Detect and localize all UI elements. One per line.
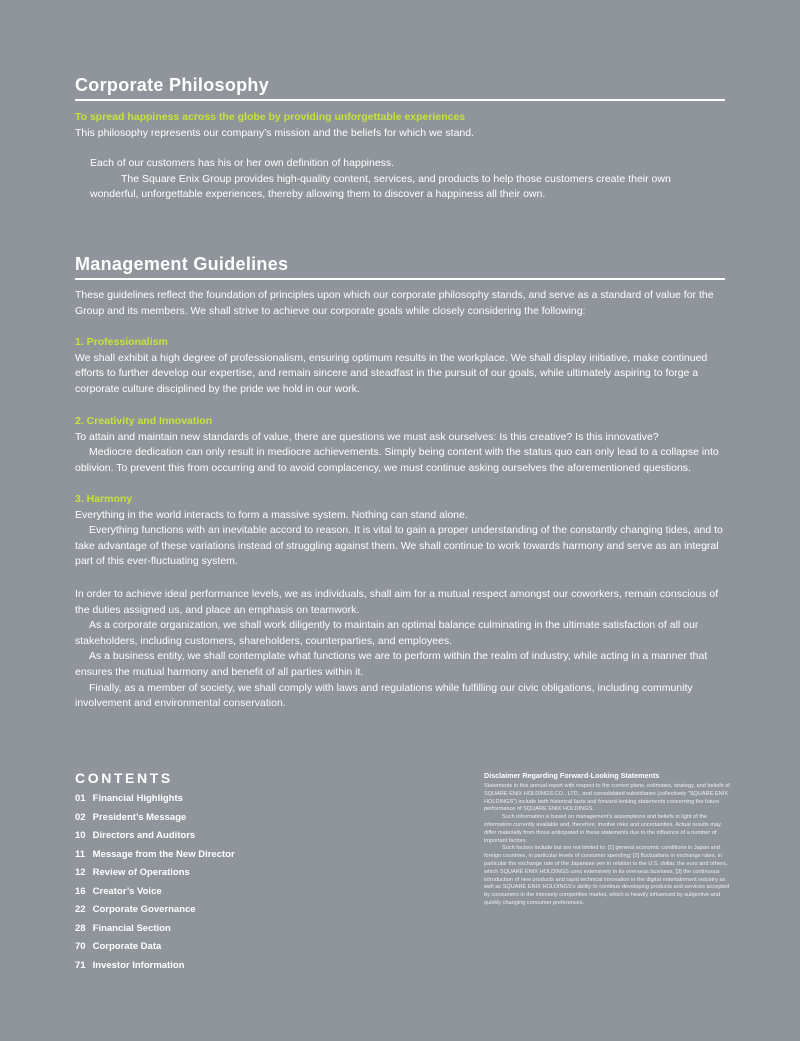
contents-label: Creator’s Voice <box>92 885 162 897</box>
guideline-paragraph: Mediocre dedication can only result in mediocre achievements. Simply being content with the status quo can only lead to a collapse into oblivion. To prevent this from occurring and to avoid complacency, we must continue asking ourselves the aforementioned questions. <box>75 446 719 474</box>
contents-item[interactable] <box>75 886 235 905</box>
contents-page-number: 28 <box>75 922 86 934</box>
guideline-harmony <box>75 492 725 570</box>
contents-label: President’s Message <box>92 811 187 823</box>
disclaimer-title: Disclaimer Regarding Forward-Looking Statements <box>484 771 660 780</box>
guideline-paragraph: We shall exhibit a high degree of professionalism, ensuring optimum results in the workplace. We shall display initiative, make continued efforts to further develop our expertise, and remain sincere and steadfast in the pursuit of our goals, while ultimately aspiring to forge a corporate culture disciplined by the pride we hold in our work. <box>75 351 708 395</box>
contents-page-number: 01 <box>75 793 86 804</box>
contents-page-number: 70 <box>75 941 86 952</box>
contents-item[interactable] <box>75 923 235 942</box>
guideline-paragraph: To attain and maintain new standards of value, there are questions we must ask ourselves: Is this creative? Is this innovative? <box>75 430 659 443</box>
philosophy-quote-line-2: The Square Enix Group provides high-quality content, services, and products to help those customers create their own <box>121 172 671 185</box>
contents-title: CONTENTS <box>75 770 173 786</box>
contents-item[interactable] <box>75 830 235 849</box>
disclaimer-paragraph: Such information is based on management’s assumptions and beliefs in light of the information currently available and, therefore, involve risks and uncertainties. Actual results may differ materially from those anticipated in these statements due to the influence of a number of important factors. <box>484 814 721 844</box>
philosophy-tagline: To spread happiness across the globe by providing unforgettable experiences <box>75 111 466 123</box>
contents-page-number: 11 <box>75 848 86 860</box>
contents-label: Corporate Data <box>92 941 162 952</box>
closing-paragraph: As a business entity, we shall contemplate what functions we are to perform within the realm of industry, while acting in a manner that ensures the mutual harmony and benefit of all parties within it. <box>75 650 708 678</box>
contents-item[interactable] <box>75 941 235 960</box>
contents-label: Review of Operations <box>92 867 190 878</box>
management-guidelines-heading: Management Guidelines <box>75 254 725 280</box>
contents-item[interactable] <box>75 867 235 886</box>
contents-page-number: 12 <box>75 867 86 878</box>
guideline-paragraph: Everything in the world interacts to form a massive system. Nothing can stand alone. <box>75 508 468 521</box>
contents-item[interactable] <box>75 849 235 868</box>
contents-item[interactable] <box>75 904 235 923</box>
contents-page-number: 10 <box>75 830 86 841</box>
corporate-philosophy-heading: Corporate Philosophy <box>75 75 725 101</box>
contents-item[interactable] <box>75 793 235 812</box>
contents-page-number: 71 <box>75 959 86 971</box>
philosophy-block <box>75 110 725 141</box>
contents-label: Corporate Governance <box>92 904 196 915</box>
contents-page-number: 16 <box>75 885 86 897</box>
disclaimer-body <box>484 783 734 908</box>
philosophy-quote-line-3: wonderful, unforgettable experiences, thereby allowing them to discover a happiness all their own. <box>90 188 546 201</box>
contents-label: Message from the New Director <box>92 848 235 860</box>
contents-label: Financial Highlights <box>92 793 183 804</box>
disclaimer-paragraph: Such factors include but are not limited to: [1] general economic conditions in Japan and foreign countries, in particular levels of consumer spending; [2] fluctuations in exchange rates, in particular the exchange rate of the Japanese yen in relation to the U.S. dollar, the euro and others, which SQUARE ENIX HOLDINGS uses extensively in its overseas business; [3] the continuous introduction of new products and rapid technical innovation in the digital entertainment industry as well as SQUARE ENIX HOLDINGS’s ability to continue developing products and services accepted by consumers in the intensely competitive market, which is heavily influenced by subjective and quickly changing consumer preferences. <box>484 845 730 906</box>
guideline-title: 3. Harmony <box>75 493 133 505</box>
contents-label: Investor Information <box>92 959 185 971</box>
disclaimer-paragraph: Statements in this annual report with respect to the current plans, estimates, strategy, and beliefs of SQUARE ENIX HOLDINGS CO., LTD., and consolidated subsidiaries (collectively “SQUARE ENIX HOLDINGS”) include both historical facts and forward-looking statements concerning the future performance of SQUARE ENIX HOLDINGS. <box>484 783 730 813</box>
guidelines-intro: These guidelines reflect the foundation of principles upon which our corporate philosophy stands, and serve as a standard of value for the Group and its members. We shall strive to achieve our corporate goals while closely considering the following: <box>75 289 714 317</box>
philosophy-quote <box>90 156 730 203</box>
guideline-title: 1. Professionalism <box>75 336 168 348</box>
contents-item[interactable] <box>75 960 235 979</box>
contents-item[interactable] <box>75 812 235 831</box>
contents-page-number: 02 <box>75 811 86 823</box>
guideline-title: 2. Creativity and Innovation <box>75 415 213 427</box>
contents-page-number: 22 <box>75 904 86 915</box>
closing-paragraph: In order to achieve ideal performance levels, we as individuals, shall aim for a mutual respect amongst our coworkers, remain conscious of the duties assigned us, and place an emphasis on teamwork. <box>75 588 719 616</box>
philosophy-quote-line-1: Each of our customers has his or her own definition of happiness. <box>90 157 395 169</box>
guidelines-closing <box>75 587 725 712</box>
contents-label: Financial Section <box>92 922 171 934</box>
philosophy-intro: This philosophy represents our company’s mission and the beliefs for which we stand. <box>75 126 475 139</box>
guideline-paragraph: Everything functions with an inevitable accord to reason. It is vital to gain a proper understanding of the constantly changing tides, and to take advantage of these variations instead of struggling against them. We shall continue to work towards harmony and serve as an integral part of this ever-fluctuating system. <box>75 524 723 568</box>
contents-label: Directors and Auditors <box>92 830 196 841</box>
closing-paragraph: Finally, as a member of society, we shall comply with laws and regulations while fulfilling our civic obligations, including community involvement and environmental conservation. <box>75 681 693 710</box>
closing-paragraph: As a corporate organization, we shall work diligently to maintain an optimal balance culminating in the ultimate satisfaction of all our stakeholders, including customers, shareholders, counterparties, and employees. <box>75 619 699 647</box>
contents-list <box>75 793 235 978</box>
guideline-creativity <box>75 414 725 476</box>
guideline-professionalism <box>75 335 725 397</box>
